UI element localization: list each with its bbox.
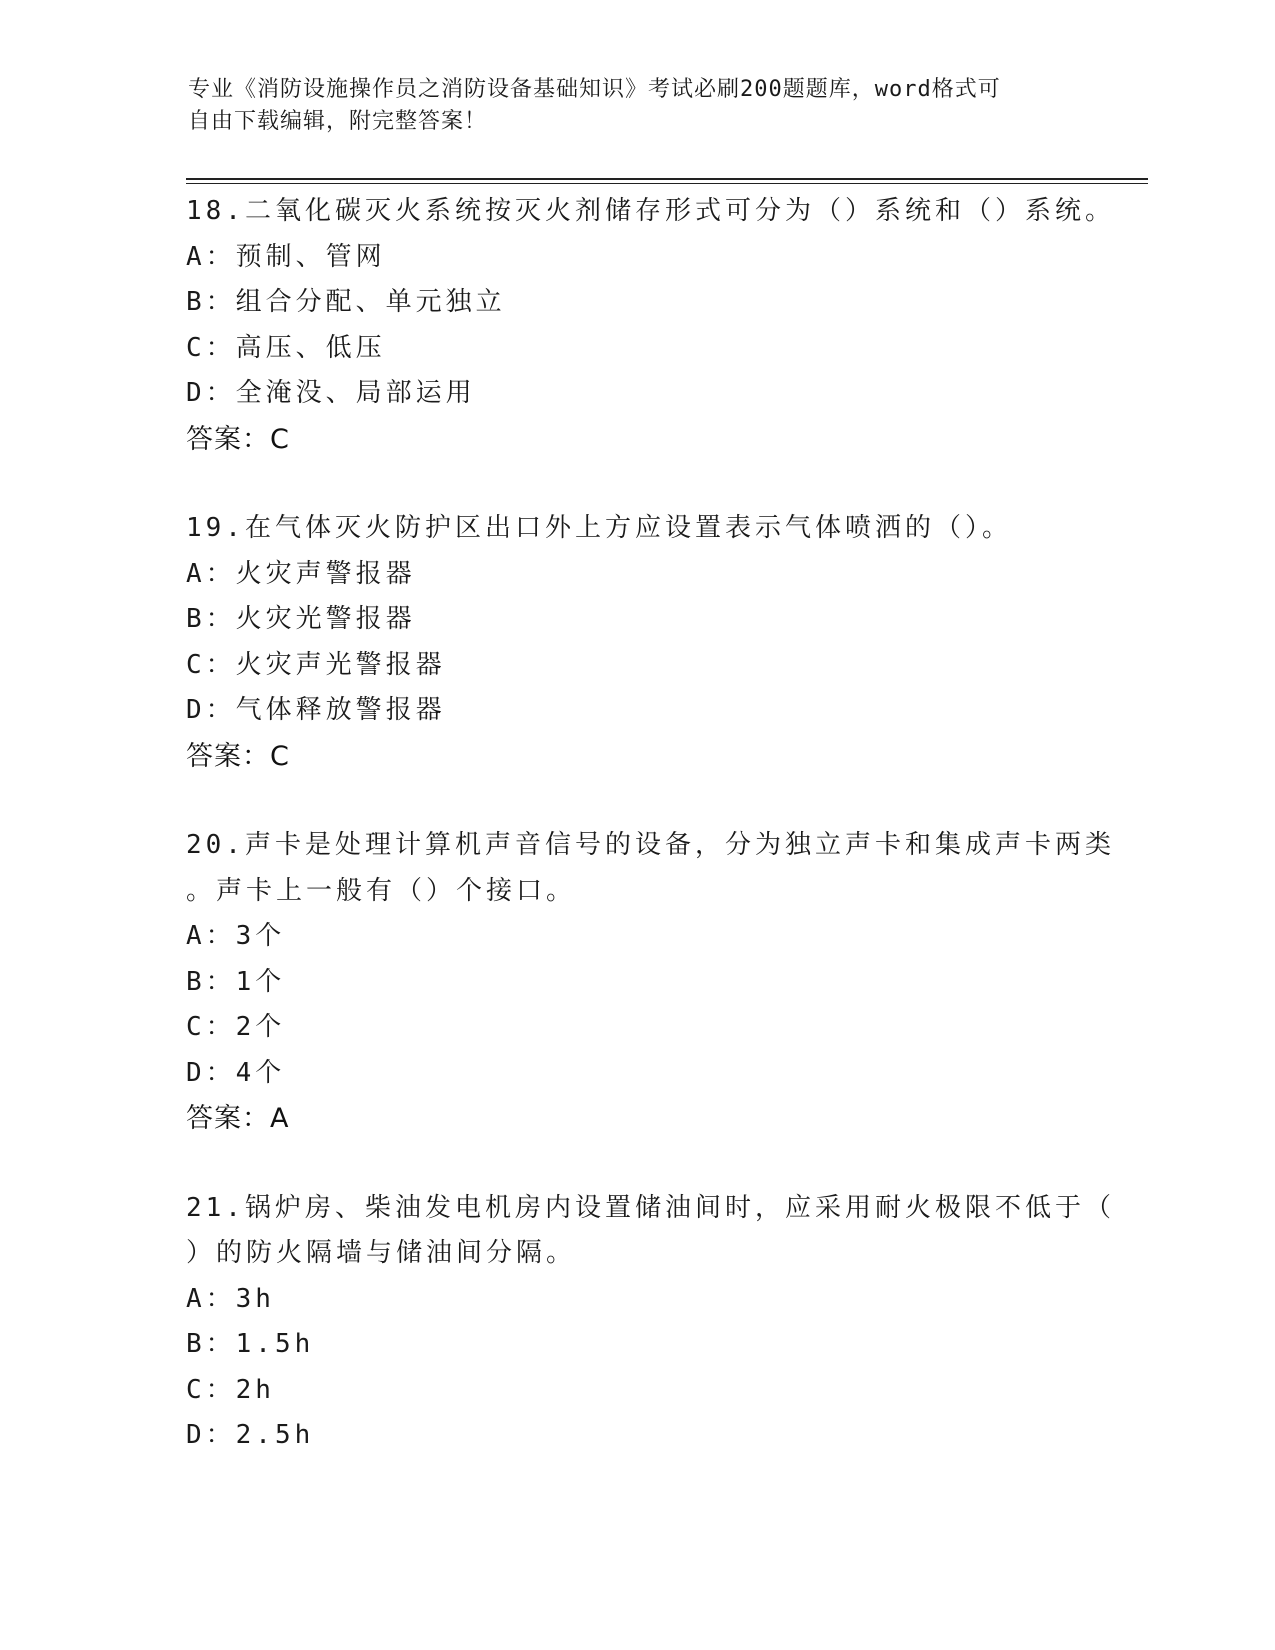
header-line-2: 自由下载编辑，附完整答案！	[188, 109, 488, 134]
header-divider-thick	[186, 178, 1148, 180]
option-d: D：4个	[186, 1057, 286, 1088]
document-header	[188, 74, 1068, 138]
question-list	[186, 189, 1115, 1503]
option-a: A：火灾声警报器	[186, 558, 416, 589]
question-stem: 19.在气体灭火防护区出口外上方应设置表示气体喷洒的（）。	[186, 513, 1012, 543]
answer-label: 答案：A	[186, 1103, 290, 1134]
header-divider-thin	[186, 183, 1148, 184]
answer-label: 答案：C	[186, 423, 290, 455]
option-b: B：火灾光警报器	[186, 604, 416, 634]
option-b: B：1个	[186, 966, 286, 997]
question-stem: 18.二氧化碳灭火系统按灭火剂储存形式可分为（）系统和（）系统。	[186, 196, 1115, 226]
question-18	[186, 189, 1115, 462]
option-b: B：1.5h	[186, 1329, 315, 1359]
option-c: C：2个	[186, 1012, 286, 1042]
option-d: D：气体释放警报器	[186, 695, 446, 725]
option-a: A：预制、管网	[186, 241, 386, 272]
question-stem-continued: 。声卡上一般有（）个接口。	[186, 875, 577, 906]
option-a: A：3h	[186, 1283, 275, 1314]
question-21	[186, 1186, 1115, 1459]
option-c: C：2h	[186, 1374, 275, 1405]
question-20	[186, 823, 1115, 1142]
question-stem: 21.锅炉房、柴油发电机房内设置储油间时，应采用耐火极限不低于（	[186, 1192, 1115, 1223]
header-line-1: 专业《消防设施操作员之消防设备基础知识》考试必刷200题题库，word格式可	[188, 77, 1001, 102]
answer-label: 答案：C	[186, 740, 290, 772]
option-c: C：高压、低压	[186, 332, 386, 363]
option-d: D：全淹没、局部运用	[186, 378, 476, 408]
option-c: C：火灾声光警报器	[186, 649, 446, 680]
question-stem-continued: ）的防火隔墙与储油间分隔。	[186, 1238, 577, 1268]
option-b: B：组合分配、单元独立	[186, 287, 506, 317]
option-a: A：3个	[186, 921, 286, 951]
question-stem: 20.声卡是处理计算机声音信号的设备，分为独立声卡和集成声卡两类	[186, 830, 1115, 860]
option-d: D：2.5h	[186, 1420, 315, 1450]
question-19	[186, 506, 1086, 779]
